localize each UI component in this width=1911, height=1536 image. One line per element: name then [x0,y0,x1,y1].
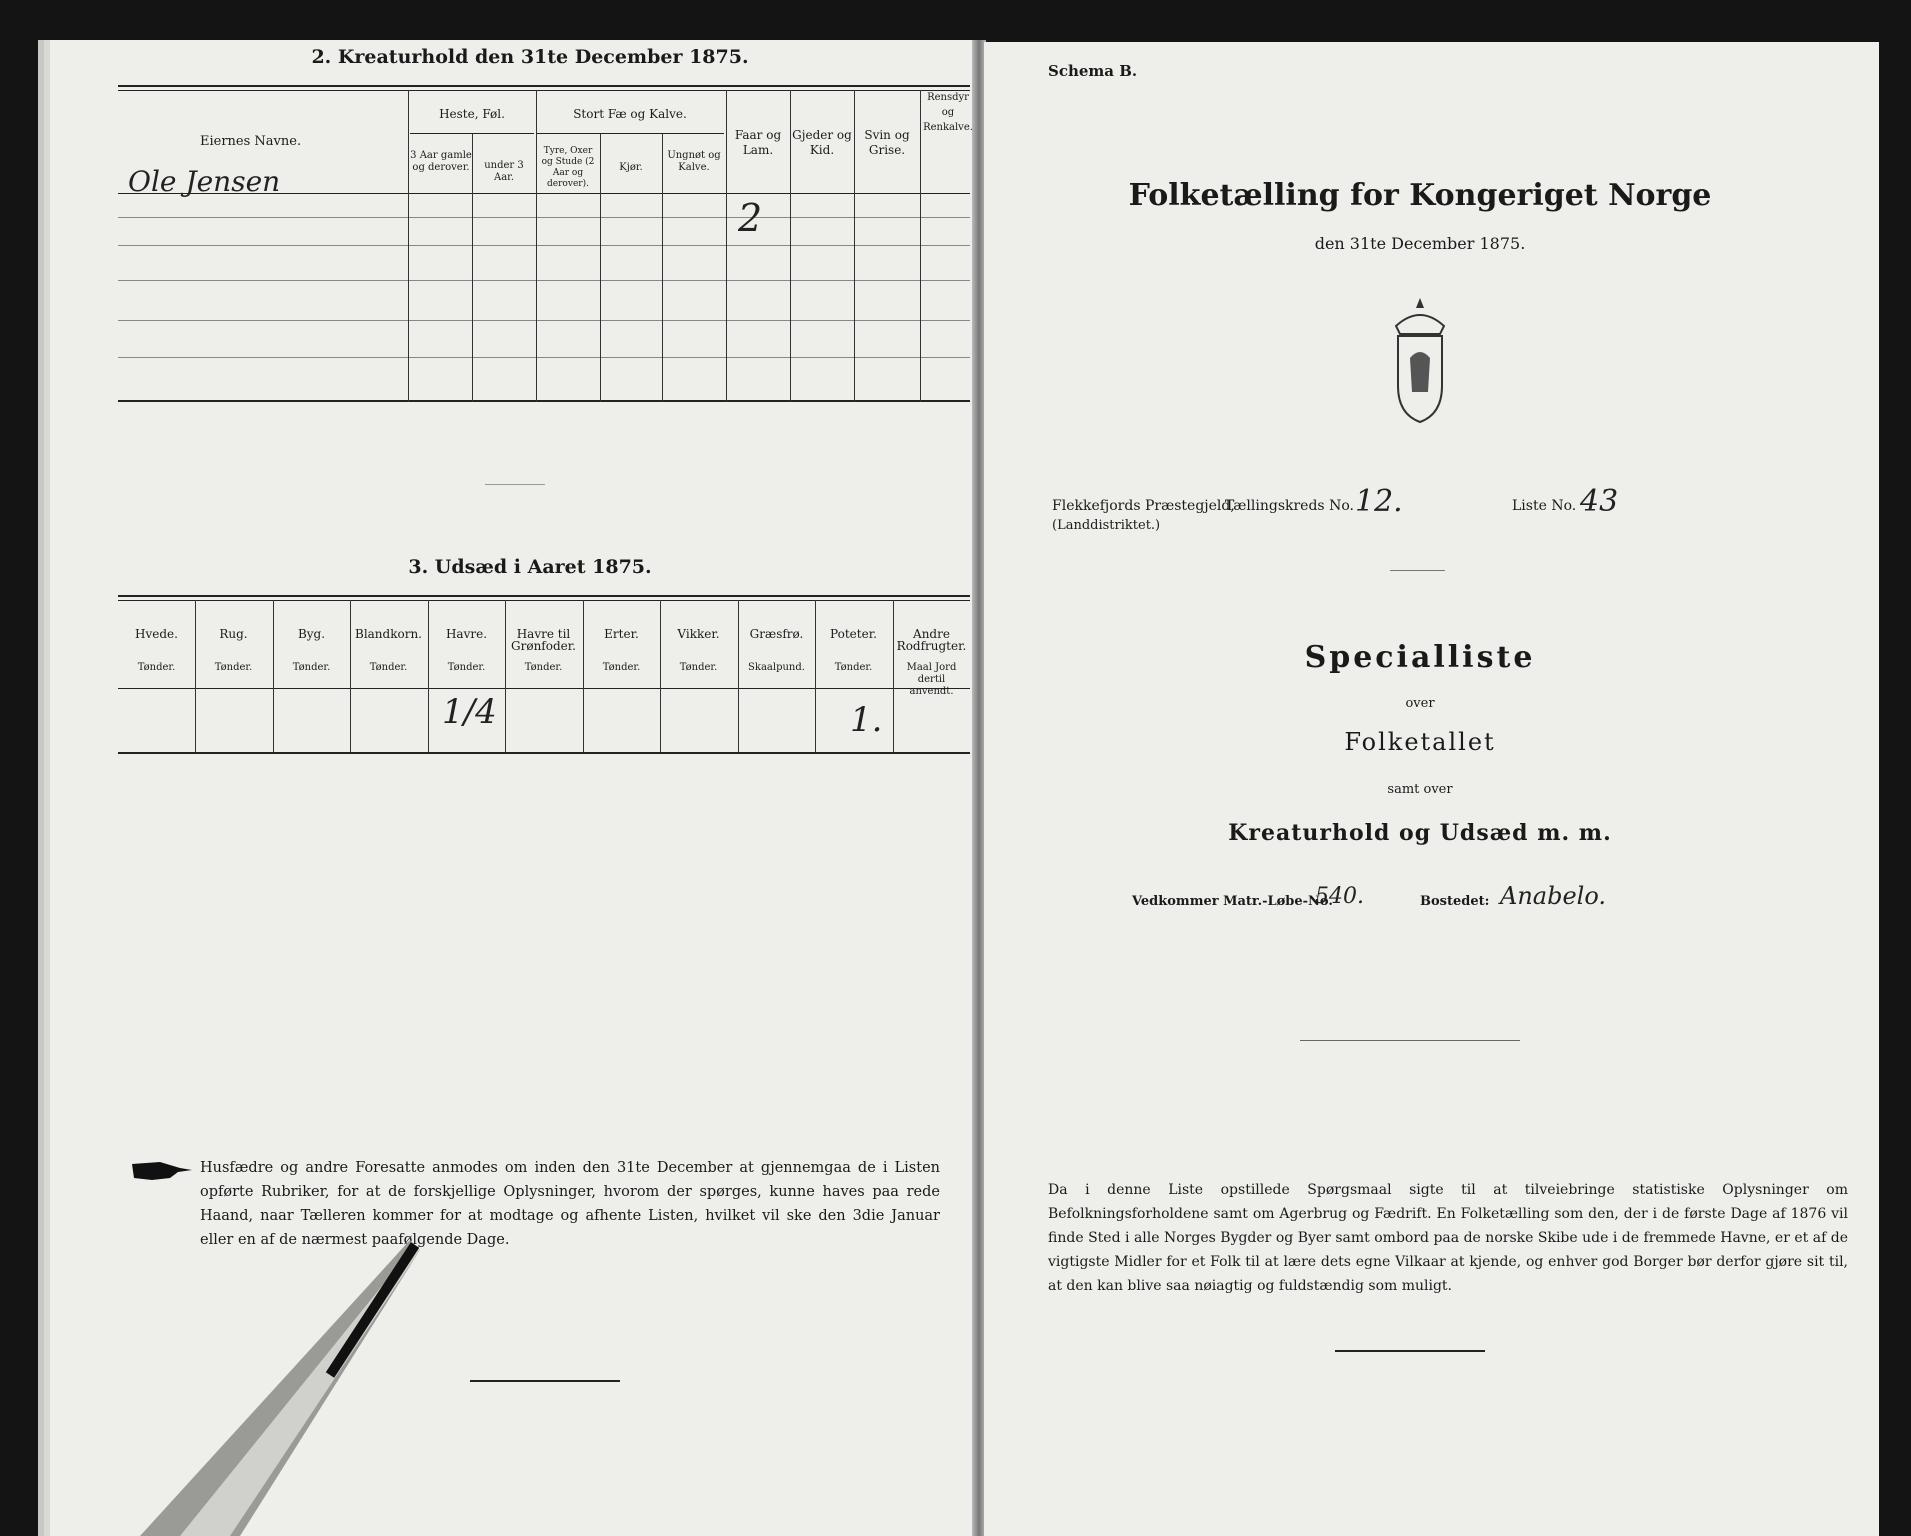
footer-text: Da i denne Liste opstillede Spørgsmaal sigte til at tilveiebringe statistiske Oplysninger om Befolkningsforholdene samt om Agerbrug og Fædrift. En Folketælling som den, der i de første Dage af 1876 vil finde Sted i alle Norges Bygder og Byer samt ombord paa de norske Skibe ude i de fremmede Havne, er et af de vigtigste Midler for et Folk til at lære dets egne Vilkaar at kjende, og enhver god Borger bør derfor gjøre sit til, at den kan blive saa nøiagtig og fuldstændig som muligt. [1048,1182,1848,1294]
pen-object [120,1240,440,1536]
col-divider [790,90,791,402]
separator-line [1300,1040,1520,1041]
seed-col-name: Hvede. [135,627,178,641]
seed-col-unit: Tønder. [602,662,641,673]
seed-col-name: Blandkorn. [355,627,422,641]
table3-bottom-rule [118,752,970,754]
seed-col-unit: Tønder. [214,662,253,673]
table2-row-line [118,217,970,218]
signature-line [470,1380,620,1382]
tellingskreds-value-handwritten: 12. [1355,484,1403,519]
table2-top-rule [118,85,970,87]
seed-col-divider [738,600,739,752]
table3-header-rule [118,688,970,689]
matr-label: Vedkommer Matr.-Løbe-No. [1132,894,1333,909]
col-divider [408,90,409,402]
seed-col-divider [273,600,274,752]
seed-col-unit: Tønder. [524,662,563,673]
seed-col-unit: Tønder. [137,662,176,673]
notice-text: Husfædre og andre Foresatte anmodes om inden den 31te December at gjennemgaa de i Listen opførte Rubriker, for at de forskjellige Oplysninger, hvorom der spørges, kunne haves paa rede Haand, naar Tælleren kommer for at modtage og afhente Listen, hvilket vil ske den 3die Januar eller en af de nærmest paafølgende Dage. [200,1160,940,1248]
table3-top-rule [118,595,970,597]
seed-col-name: Andre Rodfrugter. [896,627,967,653]
parish-printed: Flekkefjords Præstegjeld, [1052,498,1235,514]
col-c1: Tyre, Oxer og Stude (2 Aar og derover). [541,146,595,189]
seed-col-name: Byg. [297,627,326,641]
col-divider [662,134,663,402]
owner-header: Eiernes Navne. [200,134,302,149]
col-pigs: Svin og Grise. [864,128,910,157]
liste-label: Liste No. [1512,498,1577,514]
seed-col-name: Vikker. [677,627,720,641]
seed-col-name: Havre. [445,627,488,641]
col-goats: Gjeder og Kid. [792,128,852,157]
samt-over-label: samt over [1387,782,1453,797]
bostedet-value-handwritten: Anabelo. [1500,882,1606,910]
table2-bottom-rule [118,400,970,402]
havre-value-handwritten: 1/4 [442,692,497,732]
seed-col-name: Græsfrø. [749,627,804,641]
col-divider [600,134,601,402]
col-divider [920,90,921,402]
seed-col-divider [893,600,894,752]
seed-col-unit: Tønder. [369,662,408,673]
horses-group-header: Heste, Føl. [439,107,505,121]
section3-title: 3. Udsæd i Aaret 1875. [408,556,652,578]
table2-row-line [118,320,970,321]
seed-col-divider [583,600,584,752]
main-title: Folketælling for Kongeriget Norge [1128,178,1712,213]
over-label: over [1405,696,1435,711]
col-divider [726,90,727,402]
col-sheep: Faar og Lam. [734,128,782,157]
col-divider [854,90,855,402]
seed-col-divider [660,600,661,752]
seed-col-unit: Maal Jord dertil anvendt. [906,662,957,697]
seed-col-name: Havre til Grønfoder. [511,627,576,653]
table2-row-line [118,357,970,358]
separator-dash [1390,570,1445,571]
seed-col-divider [428,600,429,752]
table2-row-line [118,245,970,246]
section2-title: 2. Kreaturhold den 31te December 1875. [311,46,749,68]
owner-name-handwritten: Ole Jensen [128,165,281,198]
seed-col-name: Poteter. [830,627,877,641]
seed-col-divider [815,600,816,752]
seed-col-divider [195,600,196,752]
matr-value-handwritten: 540. [1315,884,1364,909]
col-reindeer: Rensdyr og Renkalve. [923,92,973,133]
seed-col-unit: Skaalpund. [748,662,805,673]
bostedet-label: Bostedet: [1420,894,1490,909]
seed-col-name: Erter. [604,627,639,641]
seed-col-unit: Tønder. [447,662,486,673]
table3-top-rule-thin [118,600,970,601]
date-line: den 31te December 1875. [1314,234,1526,253]
liste-value-handwritten: 43 [1580,484,1619,519]
seed-col-divider [350,600,351,752]
col-h2: under 3 Aar. [484,160,524,183]
seed-col-unit: Tønder. [679,662,718,673]
bottom-rule [1335,1350,1485,1352]
seed-col-name: Rug. [219,627,248,641]
norway-coat-of-arms-icon [1380,296,1460,426]
district-label: (Landdistriktet.) [1052,518,1161,533]
col-c3: Ungnøt og Kalve. [667,150,721,173]
col-c2: Kjør. [619,162,643,173]
specialliste-heading: Specialliste [1304,640,1536,675]
poteter-value-handwritten: 1. [850,700,883,740]
kreaturhold-label: Kreaturhold og Udsæd m. m. [1228,820,1612,846]
schema-label: Schema B. [1048,62,1138,80]
pointing-hand-icon [130,1158,194,1184]
folketallet-label: Folketallet [1344,728,1496,756]
seed-col-unit: Tønder. [292,662,331,673]
col-divider [536,90,537,402]
tellingskreds-label: Tællingskreds No. [1225,498,1354,514]
separator-dash [485,484,545,485]
seed-col-unit: Tønder. [834,662,873,673]
table2-top-rule-thin [118,90,970,91]
sheep-value-handwritten: 2 [738,196,763,240]
col-h1: 3 Aar gamle og derover. [410,150,472,173]
seed-col-divider [505,600,506,752]
table2-row-line [118,280,970,281]
cattle-group-rule [536,133,724,134]
cattle-group-header: Stort Fæ og Kalve. [573,107,687,121]
